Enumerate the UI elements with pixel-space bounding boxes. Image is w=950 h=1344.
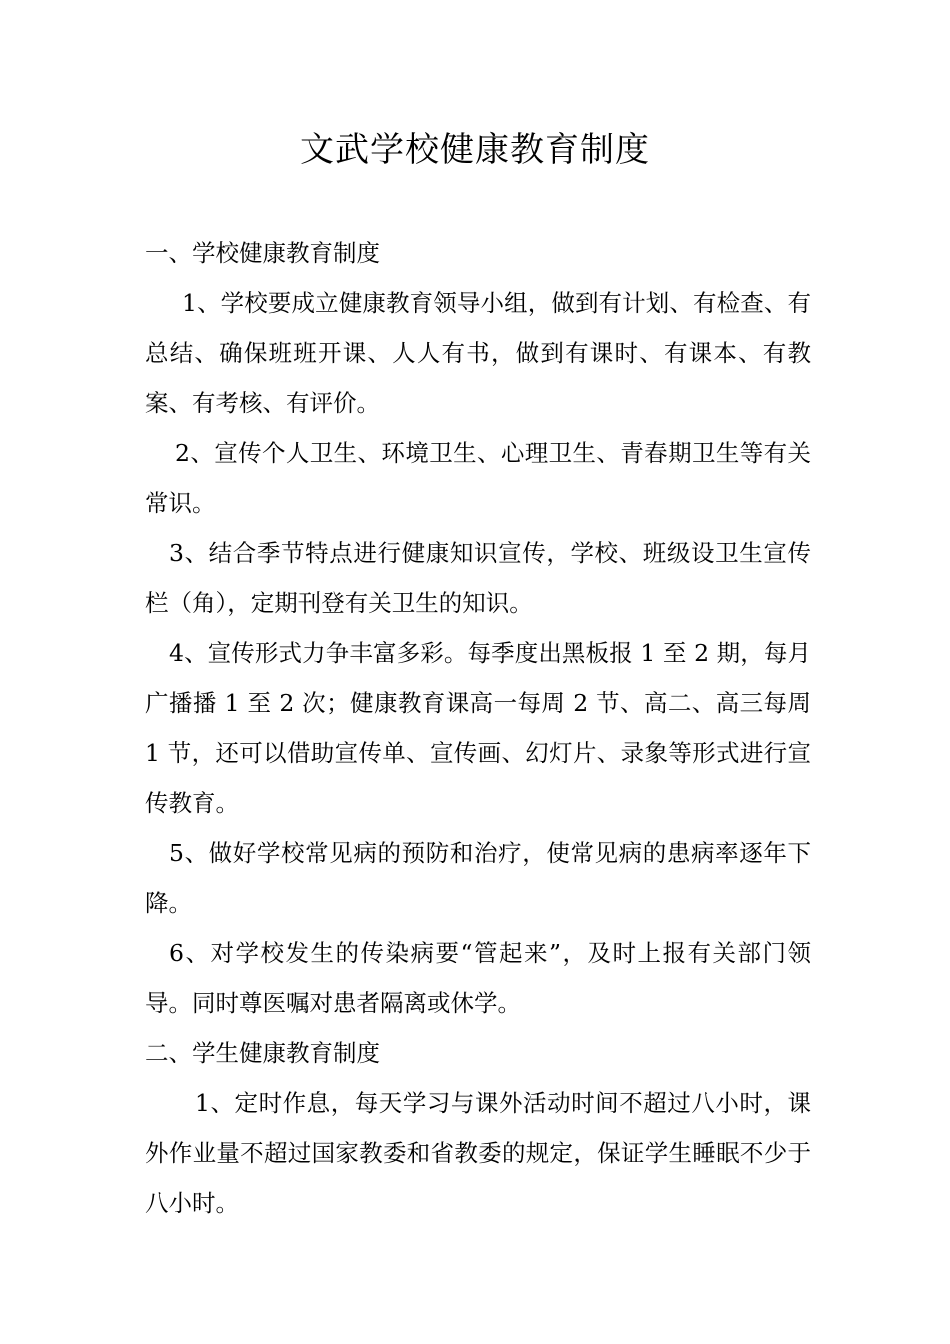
section-heading-2: 二、学生健康教育制度 <box>145 1039 380 1067</box>
section-heading-1: 一、学校健康教育制度 <box>145 239 380 267</box>
paragraph-1-3: 3、结合季节特点进行健康知识宣传，学校、班级设卫生宣传栏（角），定期刊登有关卫生的知识。 <box>145 539 811 617</box>
paragraph-1-6: 6、对学校发生的传染病要“管起来”，及时上报有关部门领导。同时尊医嘱对患者隔离或休学。 <box>145 939 811 1017</box>
paragraph-2-1: 1、定时作息，每天学习与课外活动时间不超过八小时，课外作业量不超过国家教委和省教委的规定，保证学生睡眠不少于八小时。 <box>145 1089 811 1217</box>
paragraph-1-5: 5、做好学校常见病的预防和治疗，使常见病的患病率逐年下降。 <box>145 839 811 917</box>
document-title: 文武学校健康教育制度 <box>300 130 650 170</box>
paragraph-1-2: 2、宣传个人卫生、环境卫生、心理卫生、青春期卫生等有关常识。 <box>145 439 811 517</box>
paragraph-1-1: 1、学校要成立健康教育领导小组，做到有计划、有检查、有总结、确保班班开课、人人有书，做到有课时、有课本、有教案、有考核、有评价。 <box>145 289 811 417</box>
paragraph-1-4: 4、宣传形式力争丰富多彩。每季度出黑板报 1 至 2 期，每月广播播 1 至 2 次；健康教育课高一每周 2 节、高二、高三每周 1 节，还可以借助宣传单、宣传画、幻灯片、录象等形式进行宣传教育。 <box>145 639 811 817</box>
document-body <box>145 228 811 1228</box>
